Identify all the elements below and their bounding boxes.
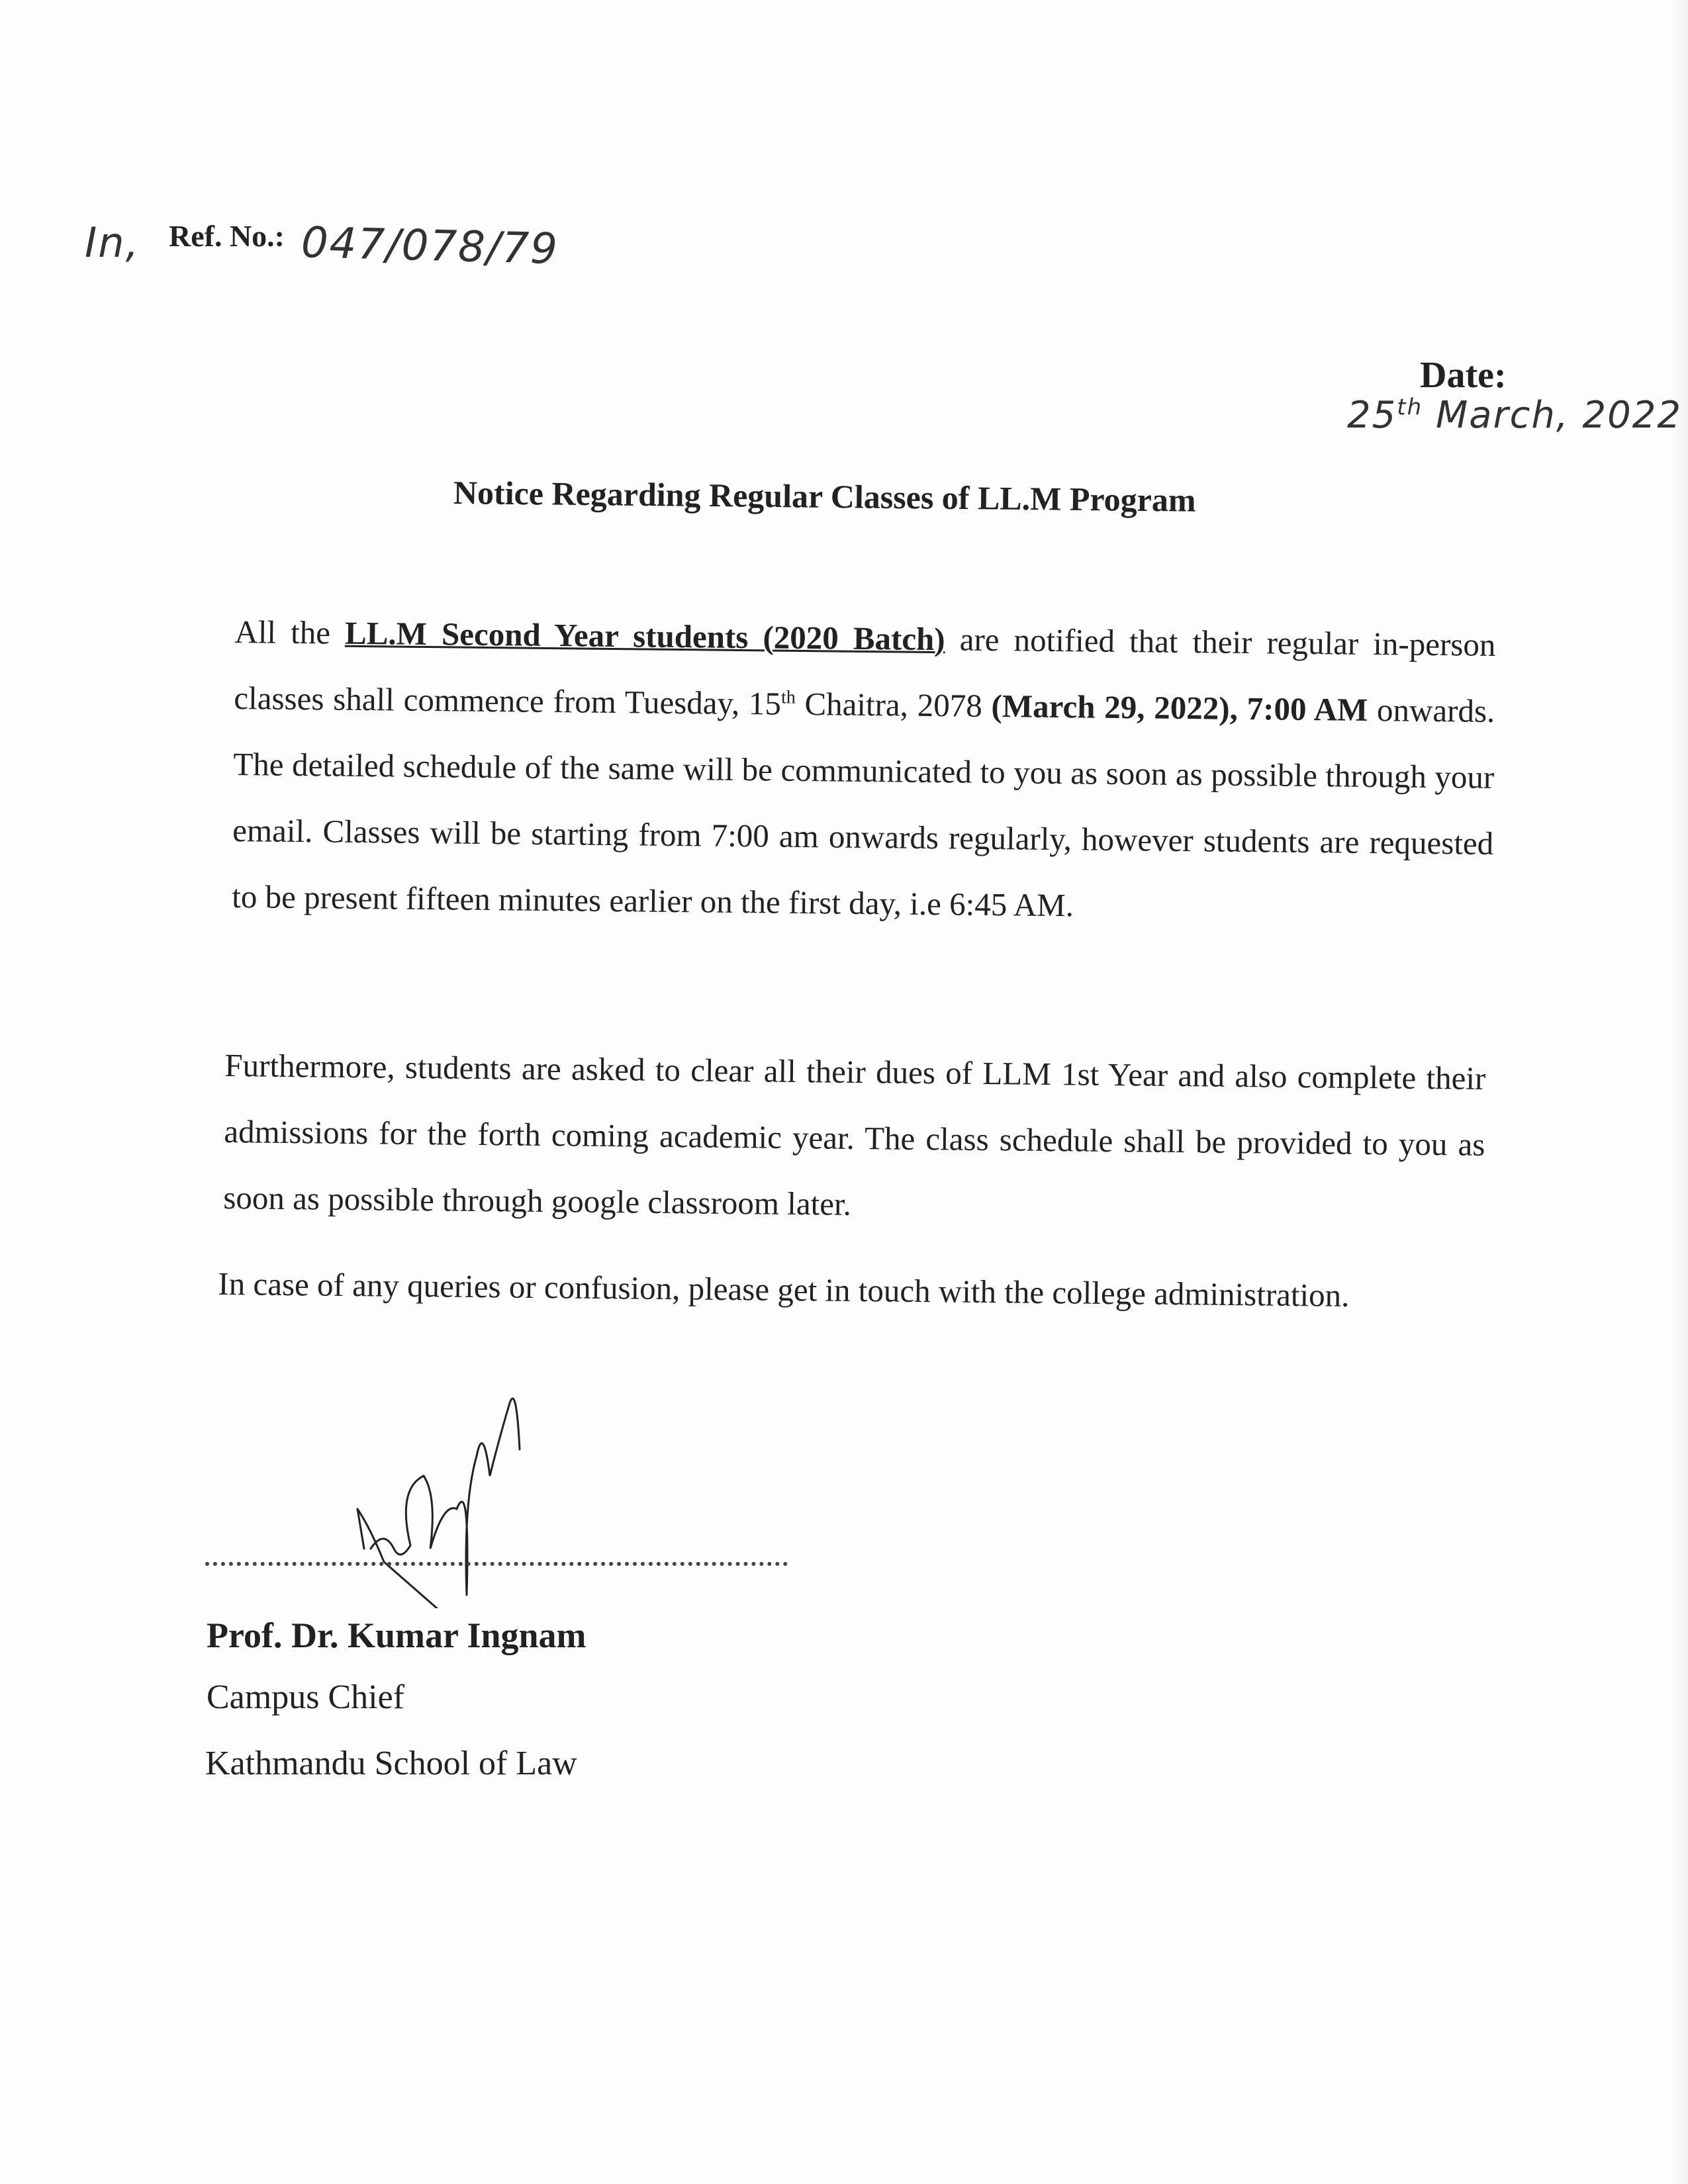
p1-text-1: All the [234, 613, 346, 651]
signatory-organization: Kathmandu School of Law [205, 1745, 577, 1782]
p1-ordinal-suffix: th [780, 687, 796, 708]
p1-text-4: onwards. The detailed schedule of the same will be communicated to you as soon as possible through your email. Classes will be starting from 7:00 am onwards regularly, however students are requested to be present fifteen minutes earlier on the first day, i.e 6:45 AM. [232, 691, 1495, 924]
date-day: 25 [1347, 394, 1397, 437]
p1-text-3: Chaitra, 2078 [795, 685, 992, 724]
p1-start-date-time: (March 29, 2022), 7:00 AM [991, 687, 1368, 728]
notice-title: Notice Regarding Regular Classes of LL.M Program [453, 474, 1196, 519]
paragraph-contact: In case of any queries or confusion, please get in touch with the college administration. [218, 1265, 1350, 1314]
date-handwritten [1347, 394, 1682, 437]
handwritten-initial: In, [85, 218, 140, 267]
signatory-name: Prof. Dr. Kumar Ingnam [207, 1615, 586, 1655]
reference-label: Ref. No.: [169, 219, 285, 253]
reference-number-handwritten: 047/078/79 [301, 218, 559, 275]
p1-text-2: are notified that their regular in-person classes shall commence from Tuesday, 15 [234, 621, 1496, 722]
date-day-suffix: th [1397, 394, 1423, 421]
scan-edge-shadow [1668, 0, 1688, 2184]
date-month-year: March, 2022 [1423, 394, 1683, 437]
date-label: Date: [1420, 355, 1507, 396]
p1-target-students: LL.M Second Year students (2020 Batch) [344, 614, 945, 658]
signature-dotted-line [205, 1562, 788, 1566]
signatory-title: Campus Chief [207, 1678, 404, 1716]
paragraph-class-commencement [232, 599, 1496, 943]
signature-icon [344, 1396, 583, 1608]
paragraph-dues-admissions: Furthermore, students are asked to clear all their dues of LLM 1st Year and also complete their admissions for the forth coming academic year. The class schedule shall be provided to you as soon as possible through google classroom later. [223, 1046, 1486, 1222]
